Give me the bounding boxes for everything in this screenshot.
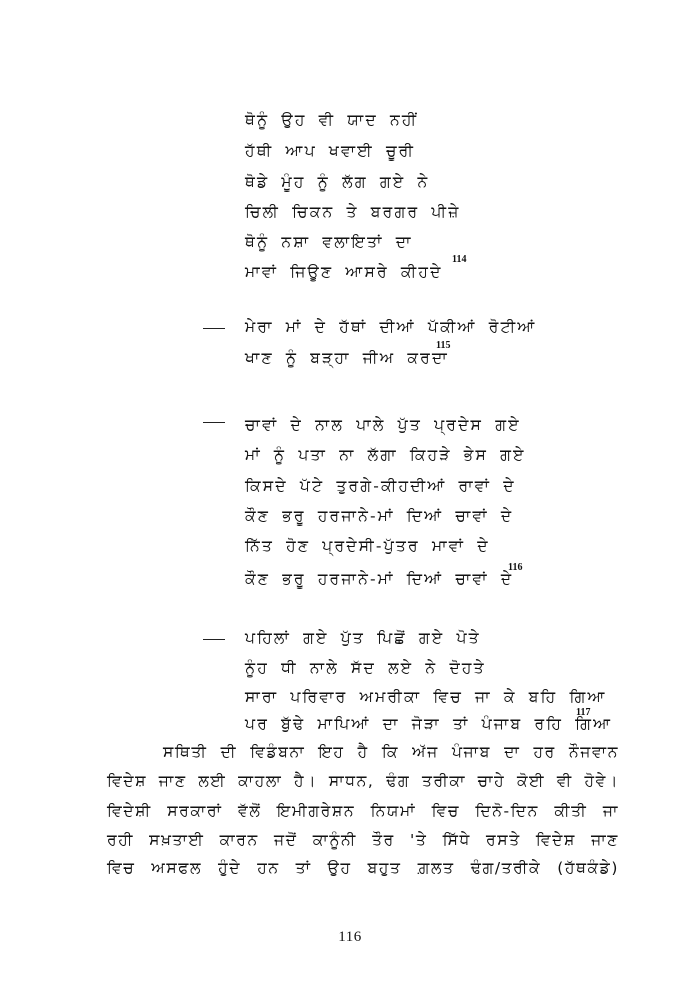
verse-line: ਹੱਥੀ ਆਪ ਖਵਾਈ ਚੂਰੀ (245, 142, 416, 160)
verse-line: ਥੋਨੂੰ ਨਸ਼ਾ ਵਲਾਇਤਾਂ ਦਾ (245, 233, 413, 251)
em-dash (203, 639, 225, 640)
verse-line: ਚਿਲੀ ਚਿਕਨ ਤੇ ਬਰਗਰ ਪੀਜ਼ੇ (245, 203, 461, 221)
verse-line: ਮਾਂ ਨੂੰ ਪਤਾ ਨਾ ਲੱਗਾ ਕਿਹੜੇ ਭੇਸ ਗਏ (245, 446, 526, 464)
em-dash (203, 422, 225, 423)
footnote-marker: 115 (436, 340, 451, 351)
verse-line: ਪਰ ਬੁੱਢੇ ਮਾਪਿਆਂ ਦਾ ਜੋੜਾ ਤਾਂ ਪੰਜਾਬ ਰਹਿ ਗਿਆ (245, 715, 613, 733)
paragraph-line: ਵਿਚ ਅਸਫਲ ਹੁੰਦੇ ਹਨ ਤਾਂ ਉਹ ਬਹੁਤ ਗ਼ਲਤ ਢੰਗ/ਤਰੀਕੇ (ਹੱਥਕੰਡੇ) (107, 859, 619, 877)
paragraph-line: ਵਿਦੇਸ਼ੀ ਸਰਕਾਰਾਂ ਵੱਲੋਂ ਇਮੀਗਰੇਸ਼ਨ ਨਿਯਮਾਂ ਵਿਚ ਦਿਨੋ-ਦਿਨ ਕੀਤੀ ਜਾ (107, 802, 619, 820)
verse-line: ਚਾਵਾਂ ਦੇ ਨਾਲ ਪਾਲੇ ਪੁੱਤ ਪ੍ਰਦੇਸ ਗਏ (245, 416, 521, 434)
verse-line: ਕੌਣ ਭਰੂ ਹਰਜਾਨੇ-ਮਾਂ ਦਿਆਂ ਚਾਵਾਂ ਦੇ (245, 507, 514, 525)
verse-line: ਪਹਿਲਾਂ ਗਏ ਪੁੱਤ ਪਿਛੋਂ ਗਏ ਪੋਤੇ (245, 629, 481, 647)
verse-line: ਕੌਣ ਭਰੂ ਹਰਜਾਨੇ-ਮਾਂ ਦਿਆਂ ਚਾਵਾਂ ਦੇ (245, 570, 514, 588)
verse-line: ਨੂੰਹ ਧੀ ਨਾਲੇ ਸੱਦ ਲਏ ਨੇ ਦੋਹਤੇ (245, 659, 486, 677)
footnote-marker: 116 (508, 562, 523, 573)
verse-line: ਸਾਰਾ ਪਰਿਵਾਰ ਅਮਰੀਕਾ ਵਿਚ ਜਾ ਕੇ ਬਹਿ ਗਿਆ (245, 688, 607, 706)
verse-line: ਥੋਨੂੰ ਉਹ ਵੀ ਯਾਦ ਨਹੀਂ (245, 111, 419, 129)
paragraph-line: ਵਿਦੇਸ਼ ਜਾਣ ਲਈ ਕਾਹਲਾ ਹੈ। ਸਾਧਨ, ਢੰਗ ਤਰੀਕਾ ਚਾਹੇ ਕੋਈ ਵੀ ਹੋਵੇ। (107, 772, 619, 790)
verse-line: ਥੋਡੇ ਮੂੰਹ ਨੂੰ ਲੱਗ ਗਏ ਨੇ (245, 173, 430, 191)
page-number: 116 (338, 929, 362, 945)
footnote-marker: 114 (452, 254, 467, 265)
verse-line: ਨਿੱਤ ਹੋਣ ਪ੍ਰਦੇਸੀ-ਪੁੱਤਰ ਮਾਵਾਂ ਦੇ (245, 537, 490, 555)
verse-line: ਮੇਰਾ ਮਾਂ ਦੇ ਹੱਥਾਂ ਦੀਆਂ ਪੱਕੀਆਂ ਰੋਟੀਆਂ (245, 318, 537, 336)
paragraph-line: ਸਥਿਤੀ ਦੀ ਵਿਡੰਬਨਾ ਇਹ ਹੈ ਕਿ ਅੱਜ ਪੰਜਾਬ ਦਾ ਹਰ ਨੌਜਵਾਨ (163, 743, 619, 761)
verse-line: ਖਾਣ ਨੂੰ ਬੜ੍ਹਾ ਜੀਅ ਕਰਦਾ (245, 349, 449, 367)
em-dash (203, 328, 225, 329)
verse-line: ਮਾਵਾਂ ਜਿਊਣ ਆਸਰੇ ਕੀਹਦੇ (245, 263, 443, 281)
verse-line: ਕਿਸਦੇ ਪੱਟੇ ਤੁਰਗੇ-ਕੀਹਦੀਆਂ ਰਾਵਾਂ ਦੇ (245, 477, 516, 495)
paragraph-line: ਰਹੀ ਸਖ਼ਤਾਈ ਕਾਰਨ ਜਦੋਂ ਕਾਨੂੰਨੀ ਤੌਰ 'ਤੇ ਸਿੱਧੇ ਰਸਤੇ ਵਿਦੇਸ਼ ਜਾਣ (107, 831, 619, 849)
footnote-marker: 117 (576, 707, 591, 718)
